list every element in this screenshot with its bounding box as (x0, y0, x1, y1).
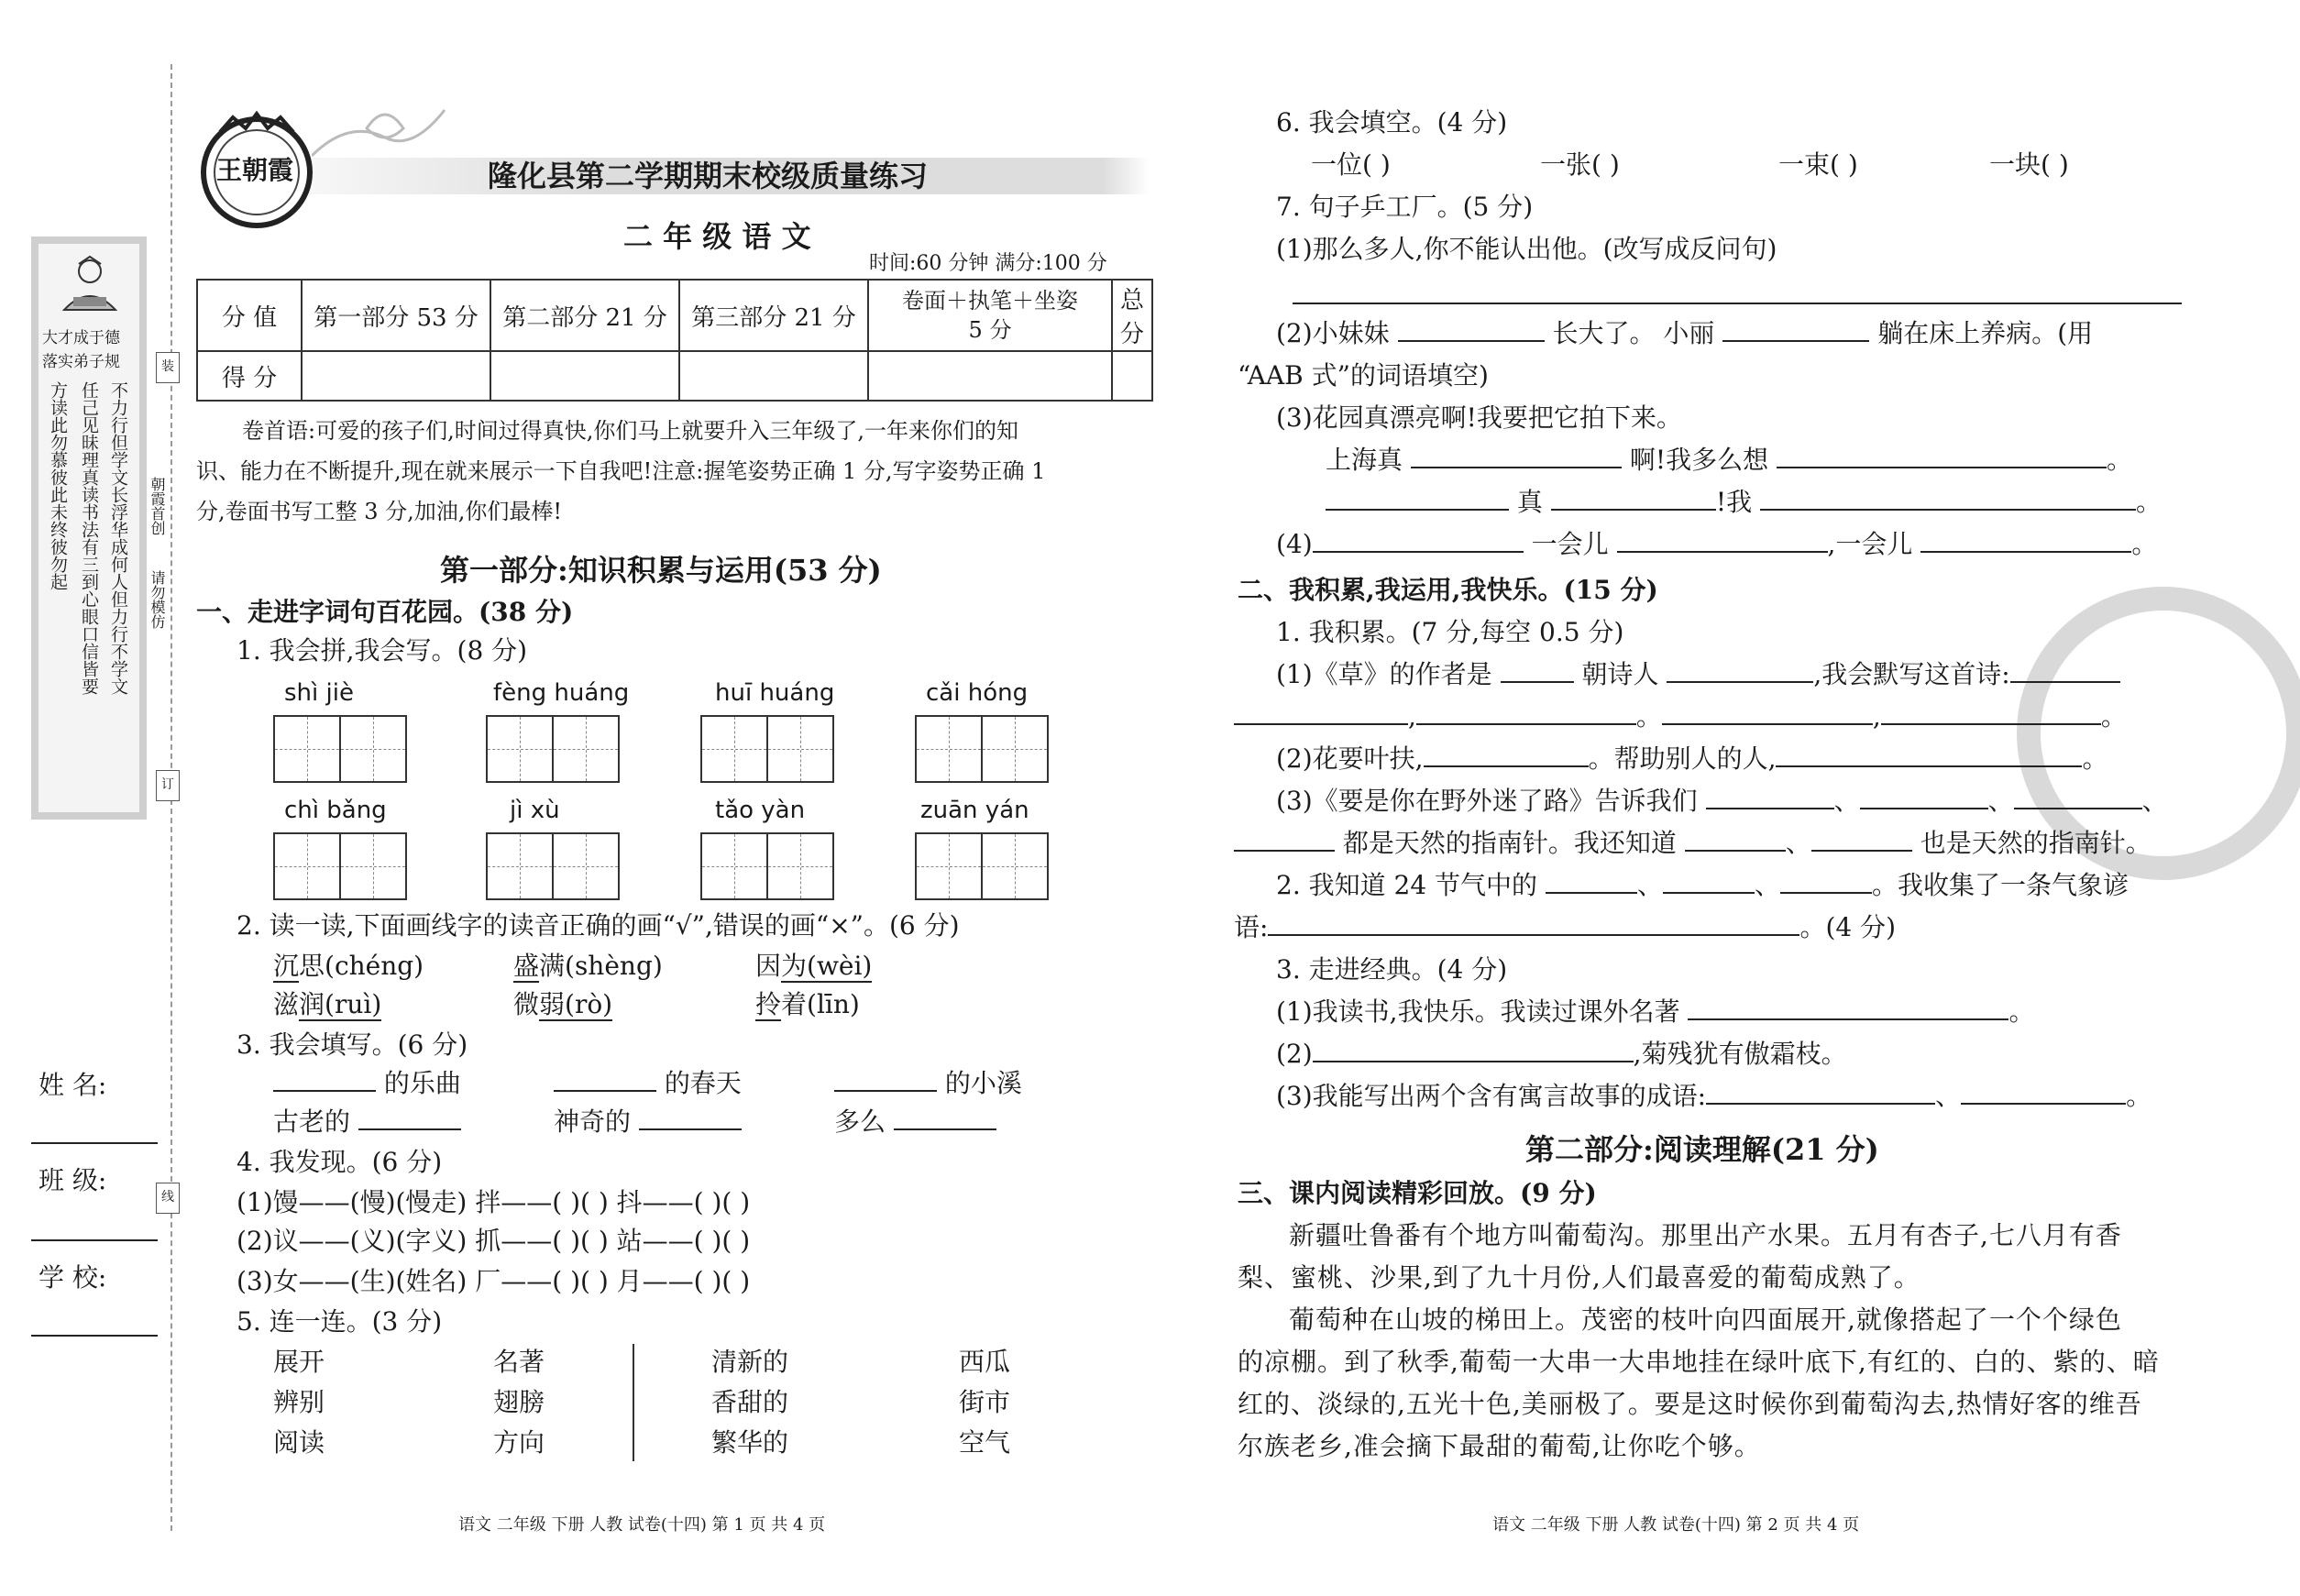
q3-item: 的春天 (554, 1067, 742, 1100)
pinyin-3: huī huáng (715, 679, 835, 707)
s2-q1-3: (3)《要是你在野外迷了路》告诉我们 、 、 、 (1276, 786, 2168, 816)
q5-right2-1[interactable]: 西瓜 (959, 1347, 1011, 1377)
q2-item: 微弱(rò) (513, 989, 613, 1019)
s2-q3-title: 3. 走进经典。(4 分) (1276, 954, 1508, 985)
q5-divider (633, 1344, 634, 1461)
writing-grid[interactable] (766, 832, 834, 900)
class-field[interactable] (31, 1239, 158, 1241)
bind-mark-2: 订 (156, 770, 180, 801)
q2-item: 拎着(līn) (755, 989, 860, 1019)
footer-left: 语文 二年级 下册 人教 试卷(十四) 第 1 页 共 4 页 (458, 1515, 826, 1535)
reading-para-line: 梨、蜜桃、沙果,到了九十月份,人们最喜爱的葡萄成熟了。 (1238, 1262, 1920, 1293)
q2-item: 滋润(ruì) (273, 989, 382, 1019)
motto-top: 大才成于德 (42, 329, 120, 347)
reading-para-line: 新疆吐鲁番有个地方叫葡萄沟。那里出产水果。五月有杏子,七八月有香 (1289, 1220, 2122, 1250)
s2-q2: 2. 我知道 24 节气中的 、 、 。我收集了一条气象谚 (1276, 870, 2129, 900)
pinyin-7: tǎo yàn (715, 797, 806, 824)
q5-right2-3[interactable]: 空气 (959, 1427, 1011, 1458)
q4-row: (1)馒——(慢)(慢走) 拌——( )( ) 抖——( )( ) (237, 1187, 751, 1217)
score-cell-total: 总 分 (1112, 280, 1152, 351)
score-row-label: 得 分 (197, 351, 302, 401)
writing-grid[interactable] (915, 715, 983, 783)
school-label: 学 校: (39, 1262, 107, 1293)
writing-grid[interactable] (915, 832, 983, 900)
q6-item[interactable]: 一束( ) (1778, 149, 1858, 180)
preface-line-2: 识、能力在不断提升,现在就来展示一下自我吧!注意:握笔姿势正确 1 分,写字姿势正确 1 (196, 458, 1046, 484)
q5-right1-1[interactable]: 清新的 (711, 1347, 789, 1377)
writing-grid[interactable] (700, 715, 768, 783)
writing-grid[interactable] (339, 832, 407, 900)
q5-right2-2[interactable]: 街市 (959, 1387, 1011, 1417)
reading-para-line: 红的、淡绿的,五光十色,美丽极了。要是这时候你到葡萄沟去,热情好客的维吾 (1238, 1389, 2142, 1419)
score-input[interactable] (490, 351, 679, 401)
score-input[interactable] (1112, 351, 1152, 401)
name-label: 姓 名: (39, 1070, 107, 1100)
sidebar-column-1: 不力行但学文长浮华成何人但力行不学文 (108, 381, 128, 695)
s2-q3-3: (3)我能写出两个含有寓言故事的成语: 、 。 (1276, 1081, 2152, 1111)
q2-item: 因为(wèi) (755, 951, 873, 981)
q5-left-2[interactable]: 辨别 (273, 1387, 325, 1417)
pinyin-6: jì xù (510, 797, 560, 824)
q4-row: (2)议——(义)(字义) 抓——( )( ) 站——( )( ) (237, 1226, 751, 1256)
q5-right1-3[interactable]: 繁华的 (711, 1427, 789, 1458)
writing-grid[interactable] (700, 832, 768, 900)
name-field[interactable] (31, 1142, 158, 1144)
reading-para-line: 的凉棚。到了秋季,葡萄一大串一大串地挂在绿叶底下,有红的、白的、紫的、暗 (1238, 1347, 2160, 1377)
sidebar (31, 237, 147, 820)
q3-title: 3. 我会填写。(6 分) (237, 1029, 468, 1060)
pinyin-8: zuān yán (920, 797, 1029, 824)
q5-left-3[interactable]: 阅读 (273, 1427, 325, 1458)
pinyin-1: shì jiè (284, 679, 354, 707)
pinyin-5: chì bǎng (284, 797, 387, 824)
writing-grid[interactable] (339, 715, 407, 783)
q4-title: 4. 我发现。(6 分) (237, 1147, 443, 1177)
q5-mid-3[interactable]: 方向 (493, 1427, 545, 1458)
motto-bottom: 落实弟子规 (42, 353, 120, 371)
bind-mark-1: 装 (156, 352, 180, 383)
writing-grid[interactable] (552, 832, 620, 900)
bind-mark-3: 线 (156, 1183, 180, 1214)
q7-3-line1: 上海真 啊!我多么想 。 (1326, 445, 2133, 475)
q6-title: 6. 我会填空。(4 分) (1276, 107, 1508, 138)
score-cell-part3: 第三部分 21 分 (679, 280, 868, 351)
score-cell-part1: 第一部分 53 分 (302, 280, 490, 351)
writing-grid[interactable] (981, 715, 1049, 783)
score-input[interactable] (868, 351, 1112, 401)
section3-title: 三、课内阅读精彩回放。(9 分) (1238, 1178, 1597, 1208)
s2-q1-poem: , 。 , 。 (1234, 700, 2127, 733)
q3-item: 多么 (834, 1106, 996, 1139)
q6-item[interactable]: 一位( ) (1311, 149, 1391, 180)
part2-title: 第二部分:阅读理解(21 分) (1525, 1132, 1879, 1167)
q4-row: (3)女——(生)(姓名) 厂——( )( ) 月——( )( ) (237, 1266, 751, 1296)
s2-q1-3b: 都是天然的指南针。我还知道 、 也是天然的指南针。 (1234, 827, 2151, 860)
q3-item: 的乐曲 (273, 1067, 461, 1100)
writing-grid[interactable] (552, 715, 620, 783)
student-figure-icon (55, 255, 125, 315)
q6-item[interactable]: 一张( ) (1540, 149, 1620, 180)
q3-item: 古老的 (273, 1106, 461, 1139)
score-cell-part2: 第二部分 21 分 (490, 280, 679, 351)
writing-grid[interactable] (273, 715, 341, 783)
school-field[interactable] (31, 1335, 158, 1337)
preface-line-3: 分,卷面书写工整 3 分,加油,你们最棒! (196, 499, 563, 524)
q1-title: 1. 我会拼,我会写。(8 分) (237, 635, 528, 666)
s2-q1-2: (2)花要叶扶, 。帮助别人的人, 。 (1276, 743, 2108, 774)
q5-title: 5. 连一连。(3 分) (237, 1306, 443, 1337)
logo-text: 王朝霞 (216, 155, 294, 185)
writing-grid[interactable] (766, 715, 834, 783)
score-input[interactable] (302, 351, 490, 401)
score-cell-label: 分 值 (197, 280, 302, 351)
q7-2: (2)小妹妹 长大了。 小丽 躺在床上养病。(用 (1276, 318, 2094, 348)
writing-grid[interactable] (981, 832, 1049, 900)
q2-title: 2. 读一读,下面画线字的读音正确的画“√”,错误的画“×”。(6 分) (237, 910, 960, 941)
q5-right1-2[interactable]: 香甜的 (711, 1387, 789, 1417)
section2-title: 二、我积累,我运用,我快乐。(15 分) (1238, 575, 1658, 605)
writing-grid[interactable] (486, 832, 554, 900)
section1-title: 一、走进字词句百花园。(38 分) (196, 597, 574, 627)
reading-para-line: 葡萄种在山坡的梯田上。茂密的枝叶向四面展开,就像搭起了一个个绿色 (1289, 1304, 2122, 1335)
s2-q3-2: (2) ,菊残犹有傲霜枝。 (1276, 1039, 1847, 1069)
ribbon-decoration-icon (312, 101, 449, 165)
q7-3-line2: 真 !我 。 (1326, 486, 2162, 519)
q3-item: 的小溪 (834, 1067, 1022, 1100)
footer-right: 语文 二年级 下册 人教 试卷(十四) 第 2 页 共 4 页 (1492, 1515, 1860, 1535)
exam-title: 隆化县第二学期期末校级质量练习 (488, 159, 929, 193)
s2-q1-1: (1)《草》的作者是 朝诗人 ,我会默写这首诗: (1276, 658, 2120, 691)
pinyin-4: cǎi hóng (926, 679, 1029, 707)
q5-left-1[interactable]: 展开 (273, 1347, 325, 1377)
q3-item: 神奇的 (554, 1106, 742, 1139)
sidebar-column-3: 方读此勿慕彼此未终彼勿起 (48, 381, 68, 590)
vertical-label-2: 请勿模仿 (149, 570, 166, 629)
q6-item[interactable]: 一块( ) (1989, 149, 2069, 180)
q2-item: 盛满(shèng) (513, 951, 663, 981)
subject-title: 二 年 级 语 文 (623, 219, 811, 254)
time-info: 时间:60 分钟 满分:100 分 (869, 252, 1107, 275)
s2-q2-b: 语: 。(4 分) (1234, 912, 1897, 942)
score-input[interactable] (679, 351, 868, 401)
writing-grid[interactable] (486, 715, 554, 783)
preface-line-1: 卷首语:可爱的孩子们,时间过得真快,你们马上就要升入三年级了,一年来你们的知 (242, 418, 1018, 444)
q7-title: 7. 句子乒工厂。(5 分) (1276, 192, 1534, 222)
writing-grid[interactable] (273, 832, 341, 900)
q7-3: (3)花园真漂亮啊!我要把它拍下来。 (1276, 402, 1682, 433)
reading-para-line: 尔族老乡,准会摘下最甜的葡萄,让你吃个够。 (1238, 1431, 1761, 1461)
s2-q1-title: 1. 我积累。(7 分,每空 0.5 分) (1276, 617, 1624, 647)
score-cell-extra: 卷面＋执笔＋坐姿 5 分 (868, 280, 1112, 351)
q7-2-note: “AAB 式”的词语填空) (1238, 360, 1489, 391)
q5-mid-1[interactable]: 名著 (493, 1347, 545, 1377)
part1-title: 第一部分:知识积累与运用(53 分) (440, 553, 882, 588)
answer-line[interactable] (1293, 303, 2182, 304)
pinyin-2: fèng huáng (493, 679, 630, 707)
q5-mid-2[interactable]: 翅膀 (493, 1387, 545, 1417)
q7-4: (4) 一会儿 ,一会儿 。 (1276, 529, 2158, 559)
class-label: 班 级: (39, 1165, 107, 1195)
vertical-label-1: 朝霞首创 (149, 477, 166, 535)
q2-item: 沉思(chéng) (273, 951, 424, 981)
s2-q3-1: (1)我读书,我快乐。我读过课外名著 。 (1276, 996, 2035, 1027)
sidebar-column-2: 任己见昧理真读书法有三到心眼口信皆要 (79, 381, 99, 695)
q7-1: (1)那么多人,你不能认出他。(改写成反问句) (1276, 234, 1777, 264)
score-table (196, 279, 1153, 402)
